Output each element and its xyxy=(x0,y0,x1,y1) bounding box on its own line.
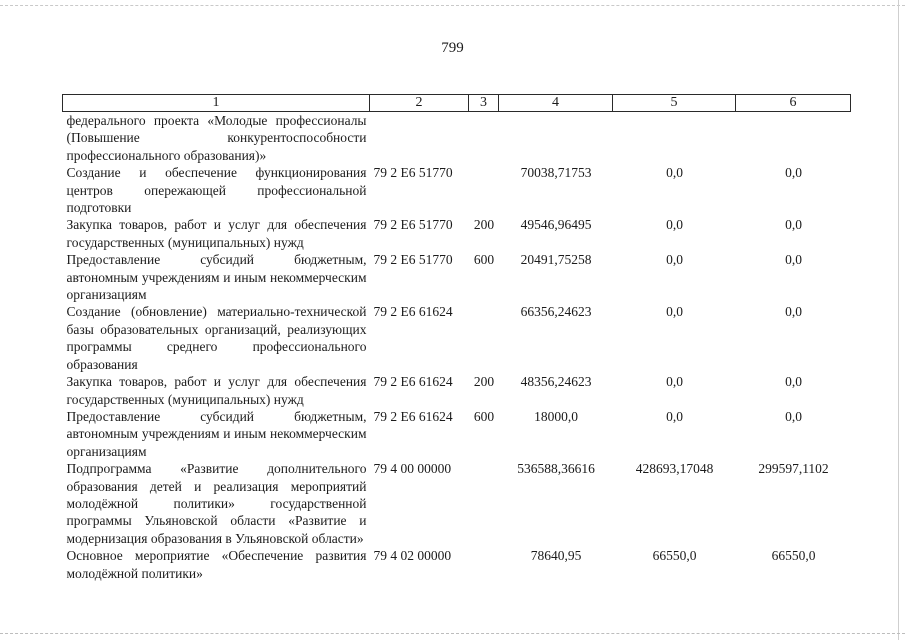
row-amount-col4: 70038,71753 xyxy=(520,165,592,181)
table-row xyxy=(63,164,851,216)
row-amount-col4: 48356,24623 xyxy=(520,374,592,390)
row-amount-col4 xyxy=(499,112,613,165)
table-row xyxy=(63,112,851,165)
page-number: 799 xyxy=(441,40,464,56)
row-amount-col6: 0,0 xyxy=(785,408,802,424)
row-amount-col6: 0,0 xyxy=(785,304,802,320)
row-amount-col4: 78640,95 xyxy=(530,548,582,564)
row-amount-col6: 0,0 xyxy=(785,374,802,390)
row-amount-col4: 49546,96495 xyxy=(520,217,592,233)
row-amount-col6: 0,0 xyxy=(785,252,802,268)
row-amount-col6: 299597,1102 xyxy=(758,461,829,477)
row-name: Закупка товаров, работ и услуг для обеспечения государственных (муниципальных) нужд xyxy=(66,217,367,250)
row-expense-type: 600 xyxy=(473,252,495,268)
row-expense-type xyxy=(469,460,499,547)
scan-edge-top xyxy=(0,5,905,6)
row-code: 79 2 E6 51770 xyxy=(373,165,453,181)
row-amount-col5: 0,0 xyxy=(666,374,683,390)
table-header-row xyxy=(63,95,851,112)
row-name: Основное мероприятие «Обеспечение развития молодёжной политики» xyxy=(66,548,367,581)
row-amount-col6: 0,0 xyxy=(785,217,802,233)
table-row xyxy=(63,408,851,460)
scan-edge-bottom xyxy=(0,633,905,634)
column-header-1: 1 xyxy=(63,95,370,112)
column-header-4: 4 xyxy=(499,95,613,112)
row-amount-col6: 0,0 xyxy=(785,165,802,181)
row-amount-col5: 0,0 xyxy=(666,252,683,268)
row-expense-type xyxy=(469,112,499,165)
row-expense-type: 200 xyxy=(473,217,495,233)
row-name: Предоставление субсидий бюджетным, автономным учреждениям и иным некоммерческим организациям xyxy=(66,408,367,459)
row-expense-type xyxy=(469,303,499,373)
row-name: Предоставление субсидий бюджетным, автономным учреждениям и иным некоммерческим организациям xyxy=(66,252,367,303)
row-expense-type: 200 xyxy=(473,374,495,390)
row-expense-type xyxy=(469,547,499,582)
row-amount-col5: 428693,17048 xyxy=(635,461,714,477)
table-row xyxy=(63,216,851,251)
column-header-5: 5 xyxy=(613,95,736,112)
row-amount-col6 xyxy=(736,112,851,165)
row-expense-type xyxy=(469,164,499,216)
row-name: Создание и обеспечение функционирования центров опережающей профессиональной подготовки xyxy=(66,165,367,216)
row-name: Подпрограмма «Развитие дополнительного образования детей и реализация мероприятий молодёжной политики» государственной программы Ульяновской области «Развитие и модернизация образования в Ульяновской области» xyxy=(66,461,367,546)
table-row xyxy=(63,373,851,408)
table-row xyxy=(63,251,851,303)
row-amount-col6: 66550,0 xyxy=(771,548,816,564)
row-name: Создание (обновление) материально-технической базы образовательных организаций, реализующих программы среднего профессионального образования xyxy=(66,304,367,372)
table-row xyxy=(63,547,851,582)
row-amount-col5: 0,0 xyxy=(666,165,683,181)
row-name: федерального проекта «Молодые профессионалы (Повышение конкурентоспособности профессионального образования)» xyxy=(66,113,367,163)
row-amount-col4: 536588,36616 xyxy=(517,461,595,477)
row-code xyxy=(370,112,469,165)
row-amount-col5: 0,0 xyxy=(666,304,683,320)
row-amount-col5: 0,0 xyxy=(666,217,683,233)
row-amount-col5 xyxy=(613,112,736,165)
row-name: Закупка товаров, работ и услуг для обеспечения государственных (муниципальных) нужд xyxy=(66,374,367,407)
row-code: 79 2 E6 51770 xyxy=(373,252,453,268)
table-row xyxy=(63,460,851,547)
row-amount-col4: 66356,24623 xyxy=(520,304,592,320)
column-header-6: 6 xyxy=(736,95,851,112)
row-amount-col5: 66550,0 xyxy=(652,548,697,564)
row-amount-col4: 20491,75258 xyxy=(520,252,592,268)
table-row xyxy=(63,303,851,373)
row-code: 79 4 00 00000 xyxy=(373,461,452,477)
row-code: 79 2 E6 61624 xyxy=(373,408,453,424)
row-amount-col5: 0,0 xyxy=(666,408,683,424)
scan-edge-right xyxy=(898,0,899,640)
row-code: 79 2 E6 61624 xyxy=(373,304,453,320)
budget-table xyxy=(62,94,851,582)
row-expense-type: 600 xyxy=(473,408,495,424)
column-header-2: 2 xyxy=(370,95,469,112)
row-amount-col4: 18000,0 xyxy=(534,408,578,424)
column-header-3: 3 xyxy=(469,95,499,112)
row-code: 79 2 E6 61624 xyxy=(373,374,453,390)
row-code: 79 2 E6 51770 xyxy=(373,217,453,233)
row-code: 79 4 02 00000 xyxy=(373,548,452,564)
